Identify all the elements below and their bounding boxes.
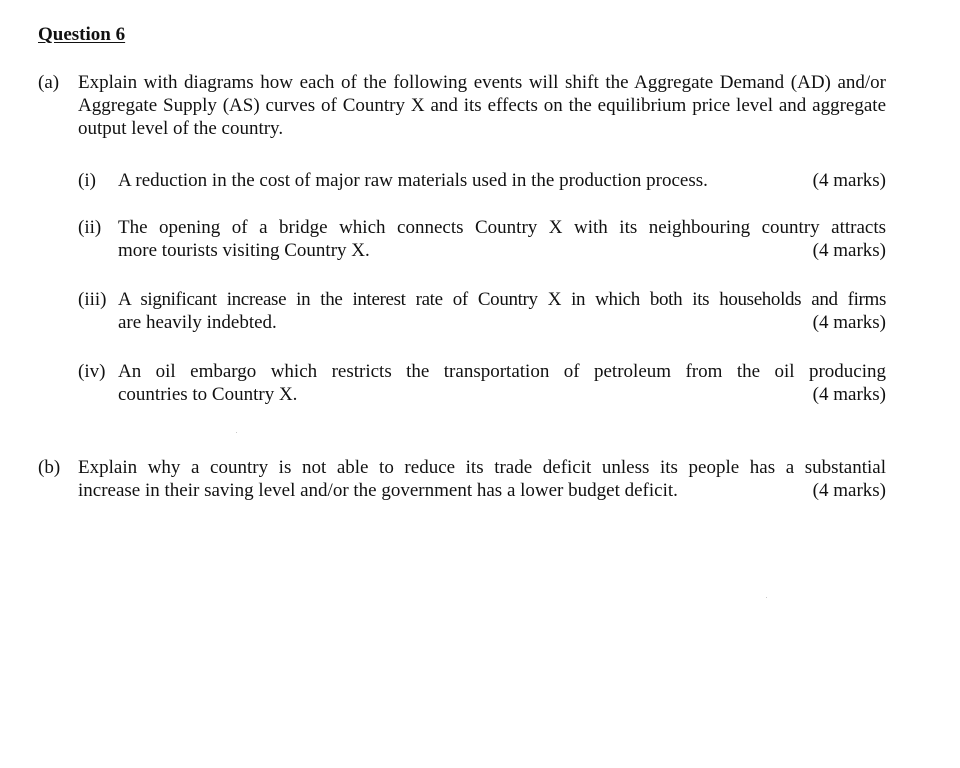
part-a-item-ii (78, 216, 886, 262)
scan-speck (236, 432, 237, 433)
part-a (38, 71, 886, 140)
item-marks: (4 marks) (812, 312, 886, 333)
question-title: Question 6 (38, 24, 126, 45)
item-text-line-2: are heavily indebted. (118, 312, 277, 333)
item-marks: (4 marks) (812, 170, 886, 191)
part-b-marks: (4 marks) (812, 480, 886, 501)
item-label: (i) (78, 170, 96, 191)
item-text-line-2: countries to Country X. (118, 384, 298, 405)
part-a-item-iv (78, 360, 886, 406)
part-a-text: Explain with diagrams how each of the following events will shift the Aggregate Demand (AD) and/or Aggregate Supply (AS) curves of Country X and its effects on the equilibrium price level and aggregate output level of the country. (78, 72, 886, 139)
item-text-line-1: The opening of a bridge which connects Country X with its neighbouring country attracts (118, 217, 886, 238)
item-label: (iv) (78, 361, 106, 382)
item-text-line-1: A significant increase in the interest rate of Country X in which both its households and firms (118, 289, 886, 310)
part-a-label: (a) (38, 72, 60, 93)
scan-speck (766, 597, 767, 598)
part-b (38, 456, 886, 502)
item-marks: (4 marks) (812, 240, 886, 261)
part-a-item-i (78, 169, 886, 192)
item-text: A reduction in the cost of major raw materials used in the production process. (118, 170, 708, 191)
part-b-text-line-2: increase in their saving level and/or the government has a lower budget deficit. (78, 480, 678, 501)
item-marks: (4 marks) (812, 384, 886, 405)
item-text-line-1: An oil embargo which restricts the transportation of petroleum from the oil producing (118, 361, 886, 382)
item-label: (iii) (78, 289, 107, 310)
part-a-item-iii (78, 288, 886, 334)
part-b-label: (b) (38, 457, 61, 478)
item-text-line-2: more tourists visiting Country X. (118, 240, 370, 261)
item-label: (ii) (78, 217, 102, 238)
part-b-text-line-1: Explain why a country is not able to reduce its trade deficit unless its people has a substantial (78, 457, 886, 478)
